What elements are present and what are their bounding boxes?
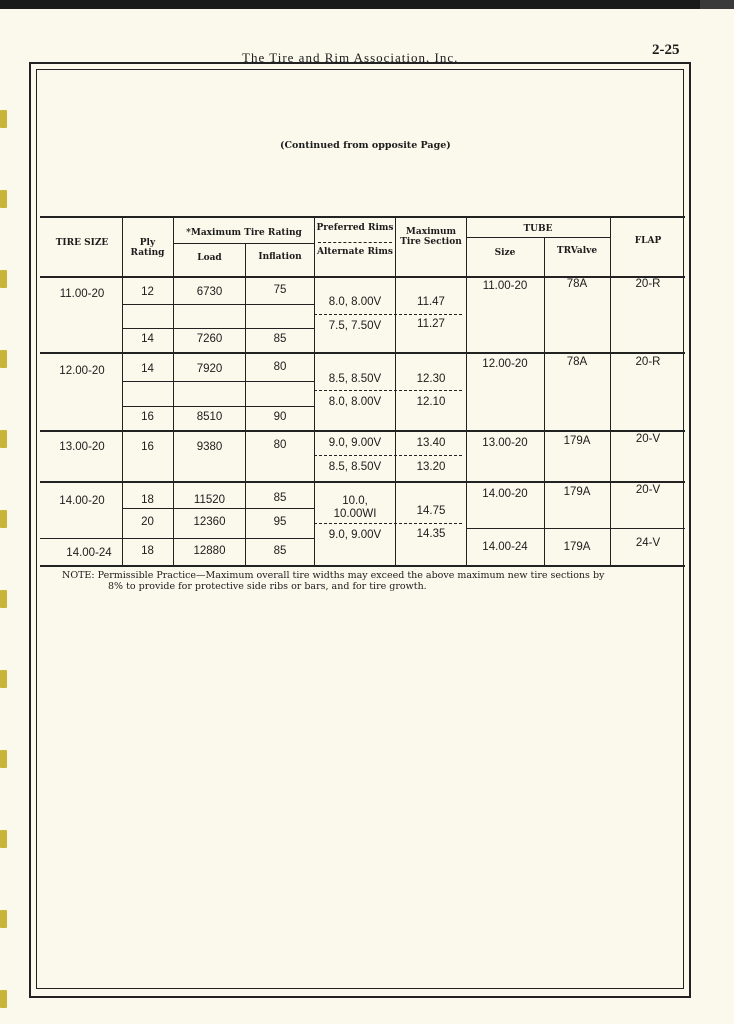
- inflation-cell: 75: [273, 284, 287, 296]
- header-tire-size: TIRE SIZE: [55, 238, 109, 248]
- header-max-tire-rating: *Maximum Tire Rating: [186, 228, 302, 238]
- rim-cell: 8.5, 8.50V: [328, 373, 382, 385]
- load-cell: 12360: [193, 516, 226, 528]
- ply-cell: 20: [141, 516, 154, 528]
- flap-cell: 20-R: [635, 278, 661, 290]
- rim-cell: 8.0, 8.00V: [328, 396, 382, 408]
- section-cell: 14.35: [416, 528, 446, 540]
- inflation-cell: 90: [273, 411, 287, 423]
- tube-size-cell: 14.00-24: [482, 541, 528, 553]
- flap-cell: 20-V: [635, 484, 661, 496]
- section-cell: 13.40: [416, 437, 446, 449]
- valve-cell: 78A: [566, 278, 588, 290]
- ply-cell: 18: [141, 545, 154, 557]
- tube-size-cell: 11.00-20: [482, 280, 528, 292]
- note-line-2: 8% to provide for protective side ribs or bars, and for tire growth.: [108, 581, 427, 592]
- load-cell: 8510: [196, 411, 223, 423]
- rim-cell: 8.0, 8.00V: [328, 296, 382, 308]
- valve-cell: 179A: [563, 435, 591, 447]
- inflation-cell: 85: [273, 333, 287, 345]
- section-cell: 14.75: [416, 505, 446, 517]
- tire-size-cell: 12.00-20: [59, 365, 105, 377]
- load-cell: 12880: [193, 545, 226, 557]
- load-cell: 6730: [196, 286, 223, 298]
- tire-size-cell: 11.00-20: [59, 288, 105, 300]
- header-inflation: Inflation: [258, 252, 302, 262]
- tube-size-cell: 13.00-20: [482, 437, 528, 449]
- valve-cell: 179A: [563, 541, 591, 553]
- tube-size-cell: 14.00-20: [482, 488, 528, 500]
- header-tube: TUBE: [523, 224, 553, 234]
- rim-cell: 10.0,: [342, 495, 368, 507]
- valve-cell: 179A: [563, 486, 591, 498]
- page-number: 2-25: [652, 42, 680, 58]
- flap-cell: 20-R: [635, 356, 661, 368]
- tube-size-cell: 12.00-20: [482, 358, 528, 370]
- tire-size-cell: 14.00-20: [59, 495, 105, 507]
- tire-size-cell: 14.00-24: [66, 547, 112, 559]
- load-cell: 7920: [196, 363, 223, 375]
- valve-cell: 78A: [566, 356, 588, 368]
- load-cell: 9380: [196, 441, 223, 453]
- flap-cell: 24-V: [635, 537, 661, 549]
- header-load: Load: [197, 253, 222, 263]
- spiral-binding: [0, 110, 8, 1010]
- rim-cell: 8.5, 8.50V: [328, 461, 382, 473]
- header-max-tire-section: Maximum Tire Section: [400, 227, 462, 247]
- section-cell: 13.20: [416, 461, 446, 473]
- rim-cell: 9.0, 9.00V: [328, 437, 382, 449]
- section-cell: 12.30: [416, 373, 446, 385]
- header-ply-rating: Ply Rating: [130, 238, 165, 258]
- inflation-cell: 80: [273, 439, 287, 451]
- ply-cell: 18: [141, 494, 154, 506]
- section-cell: 12.10: [416, 396, 446, 408]
- note-line-1: Permissible Practice—Maximum overall tire widths may exceed the above maximum new tire sections by: [97, 570, 605, 581]
- flap-cell: 20-V: [635, 433, 661, 445]
- note-label: NOTE:: [62, 570, 95, 581]
- load-cell: 11520: [193, 494, 226, 506]
- header-tube-size: Size: [494, 248, 516, 258]
- rim-cell: 10.00WI: [333, 508, 377, 520]
- ply-cell: 14: [141, 363, 154, 375]
- ply-cell: 16: [141, 441, 154, 453]
- load-cell: 7260: [196, 333, 223, 345]
- header-alternate-rims: Alternate Rims: [317, 247, 393, 257]
- inflation-cell: 85: [273, 492, 287, 504]
- ply-cell: 16: [141, 411, 154, 423]
- inflation-cell: 80: [273, 361, 287, 373]
- ply-cell: 12: [141, 286, 154, 298]
- inflation-cell: 95: [273, 516, 287, 528]
- page-top-edge-corner: [700, 0, 734, 9]
- section-cell: 11.47: [417, 296, 445, 308]
- tire-size-cell: 13.00-20: [59, 441, 105, 453]
- ply-cell: 14: [141, 333, 154, 345]
- inflation-cell: 85: [273, 545, 287, 557]
- running-head: The Tire and Rim Association, Inc.: [242, 50, 459, 65]
- section-cell: 11.27: [417, 318, 445, 330]
- page-top-edge: [0, 0, 734, 9]
- rim-cell: 7.5, 7.50V: [328, 320, 382, 332]
- header-preferred-rims: Preferred Rims: [316, 223, 394, 233]
- header-flap: FLAP: [634, 236, 662, 246]
- continued-note: (Continued from opposite Page): [280, 140, 451, 151]
- footnote: [62, 570, 682, 592]
- header-tube-valve: TRValve: [556, 246, 598, 256]
- rim-cell: 9.0, 9.00V: [328, 529, 382, 541]
